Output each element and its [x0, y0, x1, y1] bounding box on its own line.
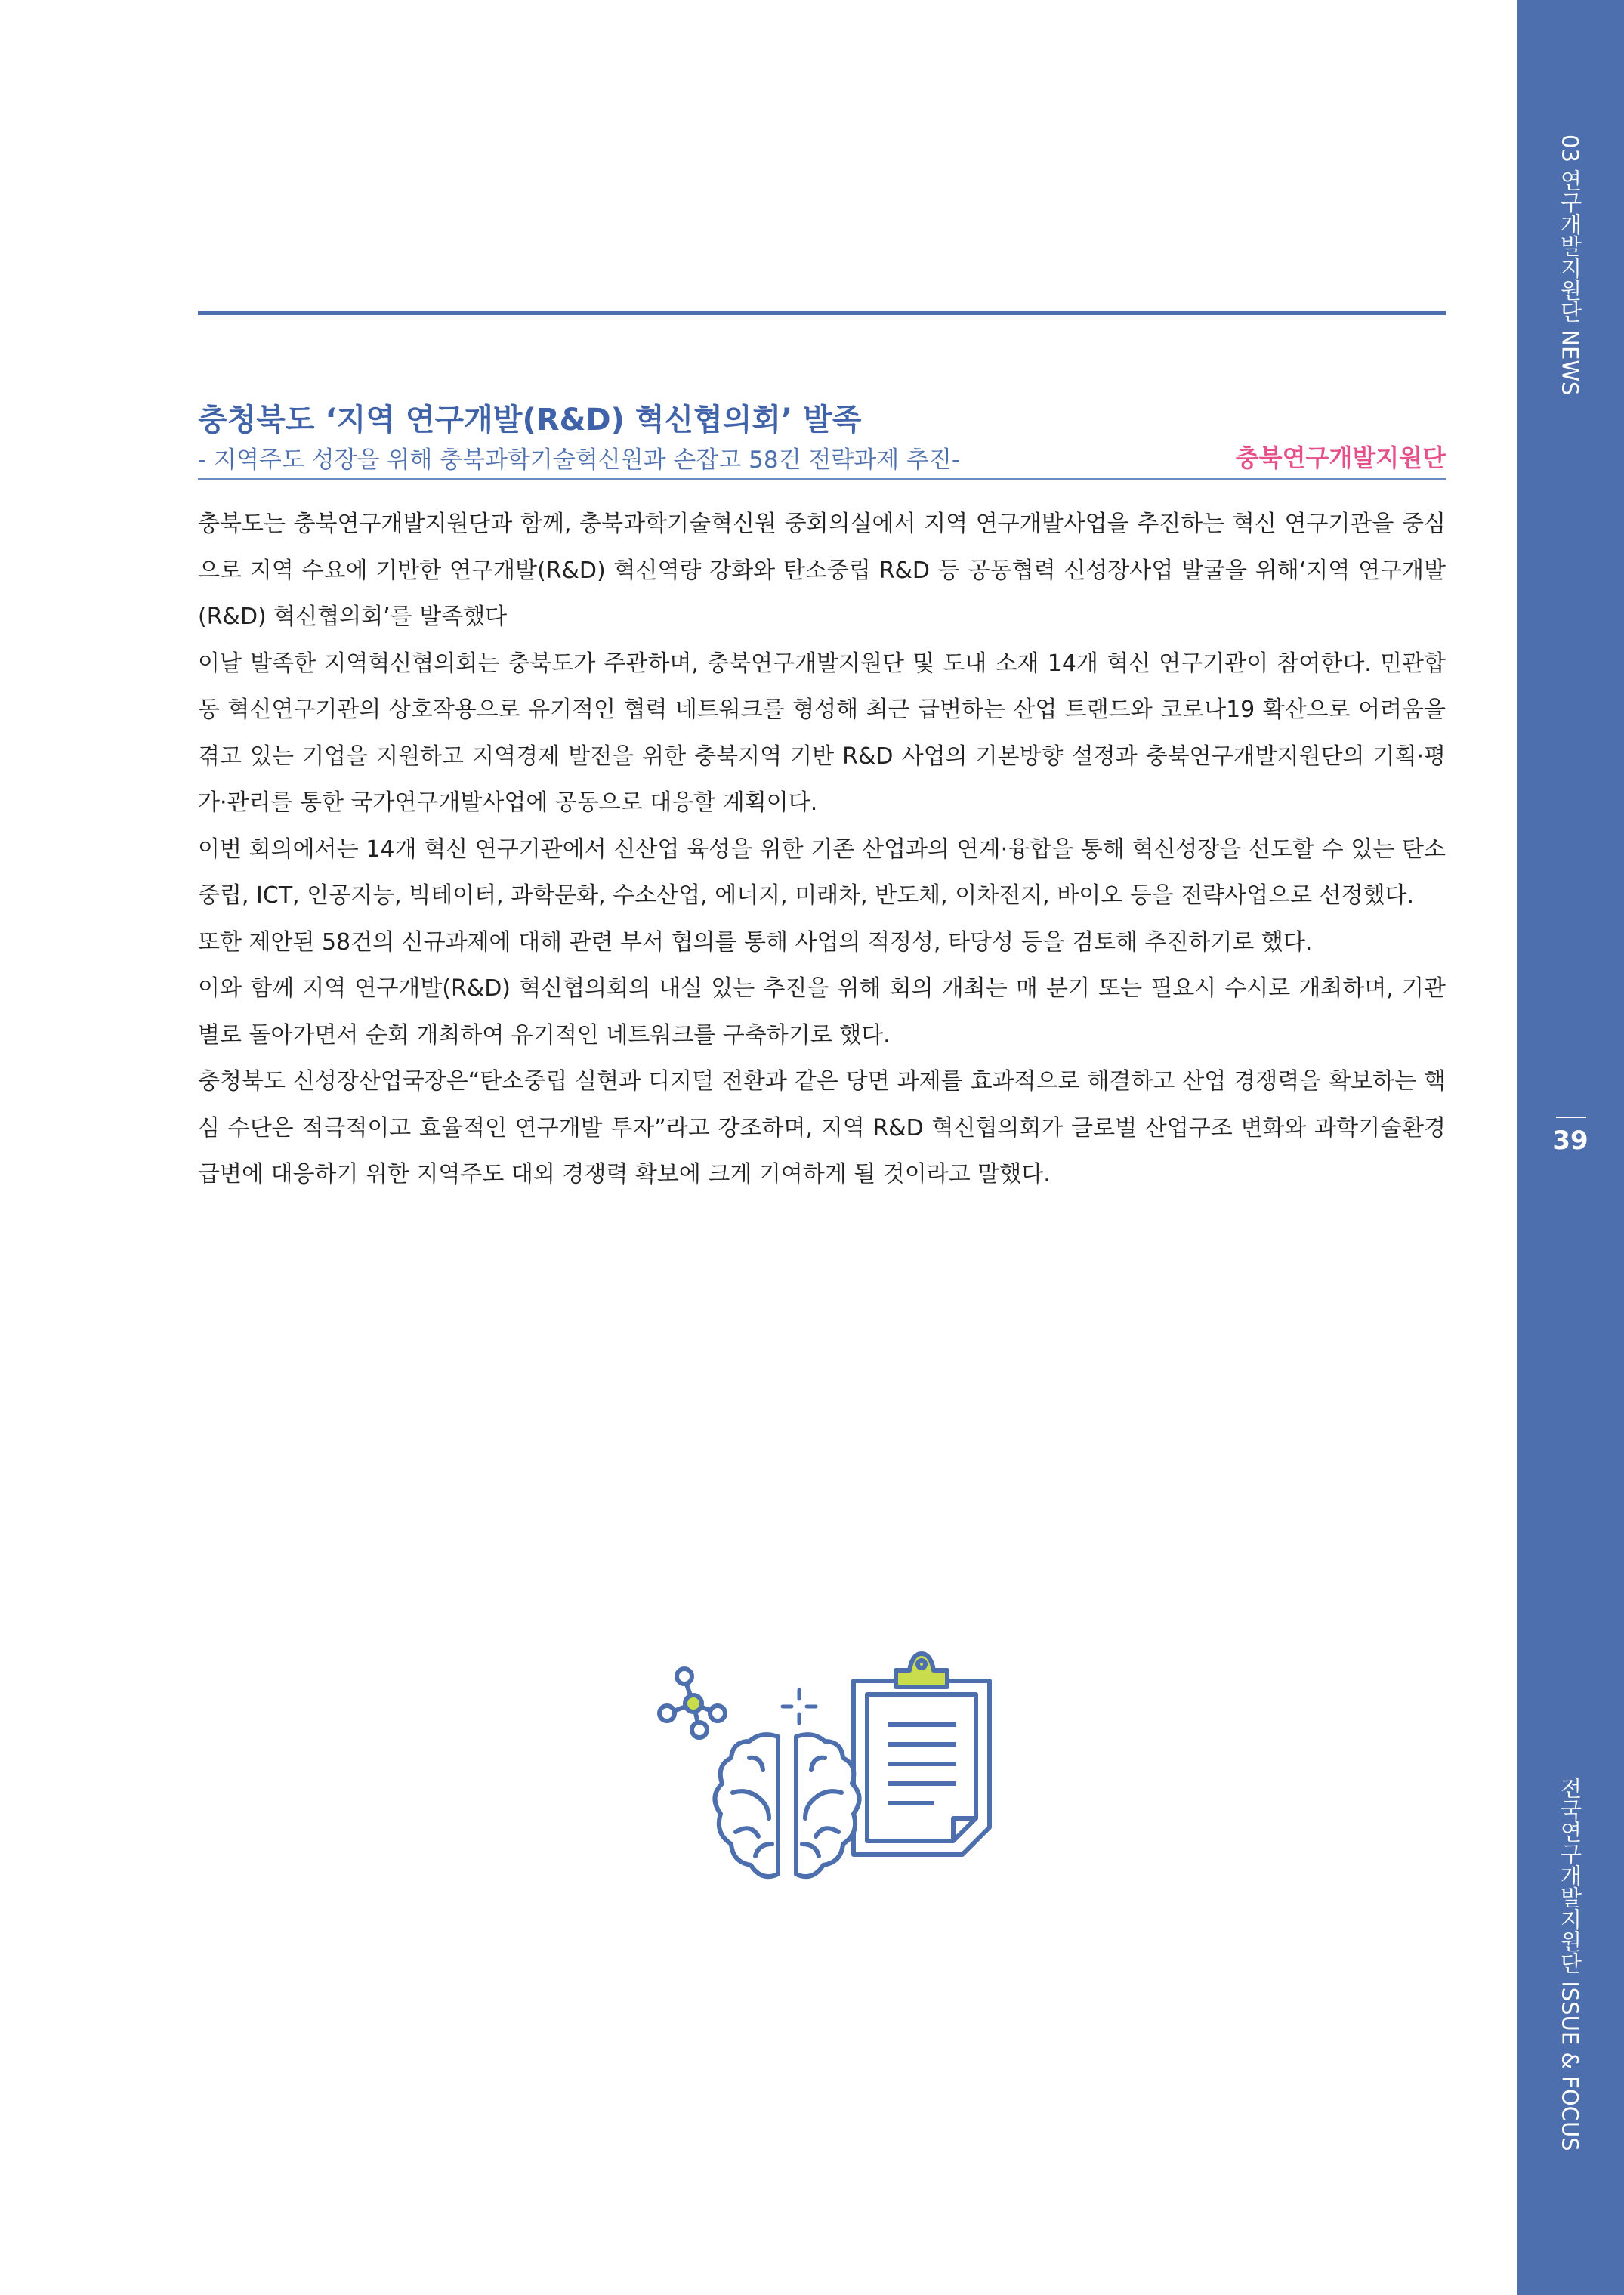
sidebar — [1517, 0, 1624, 2295]
page-number-divider — [1556, 1117, 1586, 1118]
paragraph: 이번 회의에서는 14개 혁신 연구기관에서 신산업 육성을 위한 기존 산업과의 연계·융합을 통해 혁신성장을 선도할 수 있는 탄소중립, ICT, 인공지능, 빅테이터, 과학문화, 수소산업, 에너지, 미래차, 반도체, 이차전지, 바이오 등을 전략사업으로 선정했다. — [198, 836, 1446, 909]
paragraph: 충청북도 신성장산업국장은“탄소중립 실현과 디지털 전환과 같은 당면 과제를 효과적으로 해결하고 산업 경쟁력을 확보하는 핵심 수단은 적극적이고 효율적인 연구개발 투자”라고 강조하며, 지역 R&D 혁신협의회가 글로벌 산업구조 변화와 과학기술환경 급변에 대응하기 위한 지역주도 대외 경쟁력 확보에 크게 기여하게 될 것이라고 말했다. — [198, 1068, 1446, 1188]
article-title: 충청북도 ‘지역 연구개발(R&D) 혁신협의회’ 발족 — [198, 403, 862, 437]
paragraph: 또한 제안된 58건의 신규과제에 대해 관련 부서 협의를 통해 사업의 적정성, 타당성 등을 검토해 추진하기로 했다. — [198, 928, 1313, 956]
article-body — [198, 501, 1446, 1198]
paragraph: 충북도는 충북연구개발지원단과 함께, 충북과학기술혁신원 중회의실에서 지역 연구개발사업을 추진하는 혁신 연구기관을 중심으로 지역 수요에 기반한 연구개발(R&D) 혁신역량 강화와 탄소중립 R&D 등 공동협력 신성장사업 발굴을 위해‘지역 연구개발(R&D) 혁신협의회’를 발족했다 — [198, 511, 1446, 630]
article-source: 충북연구개발지원단 — [1235, 443, 1446, 472]
top-divider — [198, 311, 1446, 315]
research-illustration — [648, 1643, 996, 1923]
section-label: 03 연구개발지원단 NEWS — [1557, 134, 1583, 396]
brain-icon — [715, 1734, 859, 1876]
molecule-icon — [659, 1669, 725, 1737]
magazine-title: 전국연구개발지원단 ISSUE & FOCUS — [1557, 1777, 1583, 2151]
article-subtitle: - 지역주도 성장을 위해 충북과학기술혁신원과 손잡고 58건 전략과제 추진- — [198, 446, 961, 474]
paragraph: 이날 발족한 지역혁신협의회는 충북도가 주관하며, 충북연구개발지원단 및 도내 소재 14개 혁신 연구기관이 참여한다. 민관합동 혁신연구기관의 상호작용으로 유기적인 협력 네트워크를 형성해 최근 급변하는 산업 트랜드와 코로나19 확산으로 어려움을 겪고 있는 기업을 지원하고 지역경제 발전을 위한 충북지역 기반 R&D 사업의 기본방향 설정과 충북연구개발지원단의 기획·평가·관리를 통한 국가연구개발사업에 공동으로 대응할 계획이다. — [198, 650, 1446, 816]
sparkle-icon — [783, 1690, 816, 1723]
page-number: 39 — [1552, 1126, 1588, 1156]
clipboard-icon — [854, 1654, 990, 1855]
subtitle-divider — [198, 478, 1446, 480]
paragraph: 이와 함께 지역 연구개발(R&D) 혁신협의회의 내실 있는 추진을 위해 회의 개최는 매 분기 또는 필요시 수시로 개최하며, 기관별로 돌아가면서 순회 개최하여 유기적인 네트워크를 구축하기로 했다. — [198, 975, 1446, 1049]
